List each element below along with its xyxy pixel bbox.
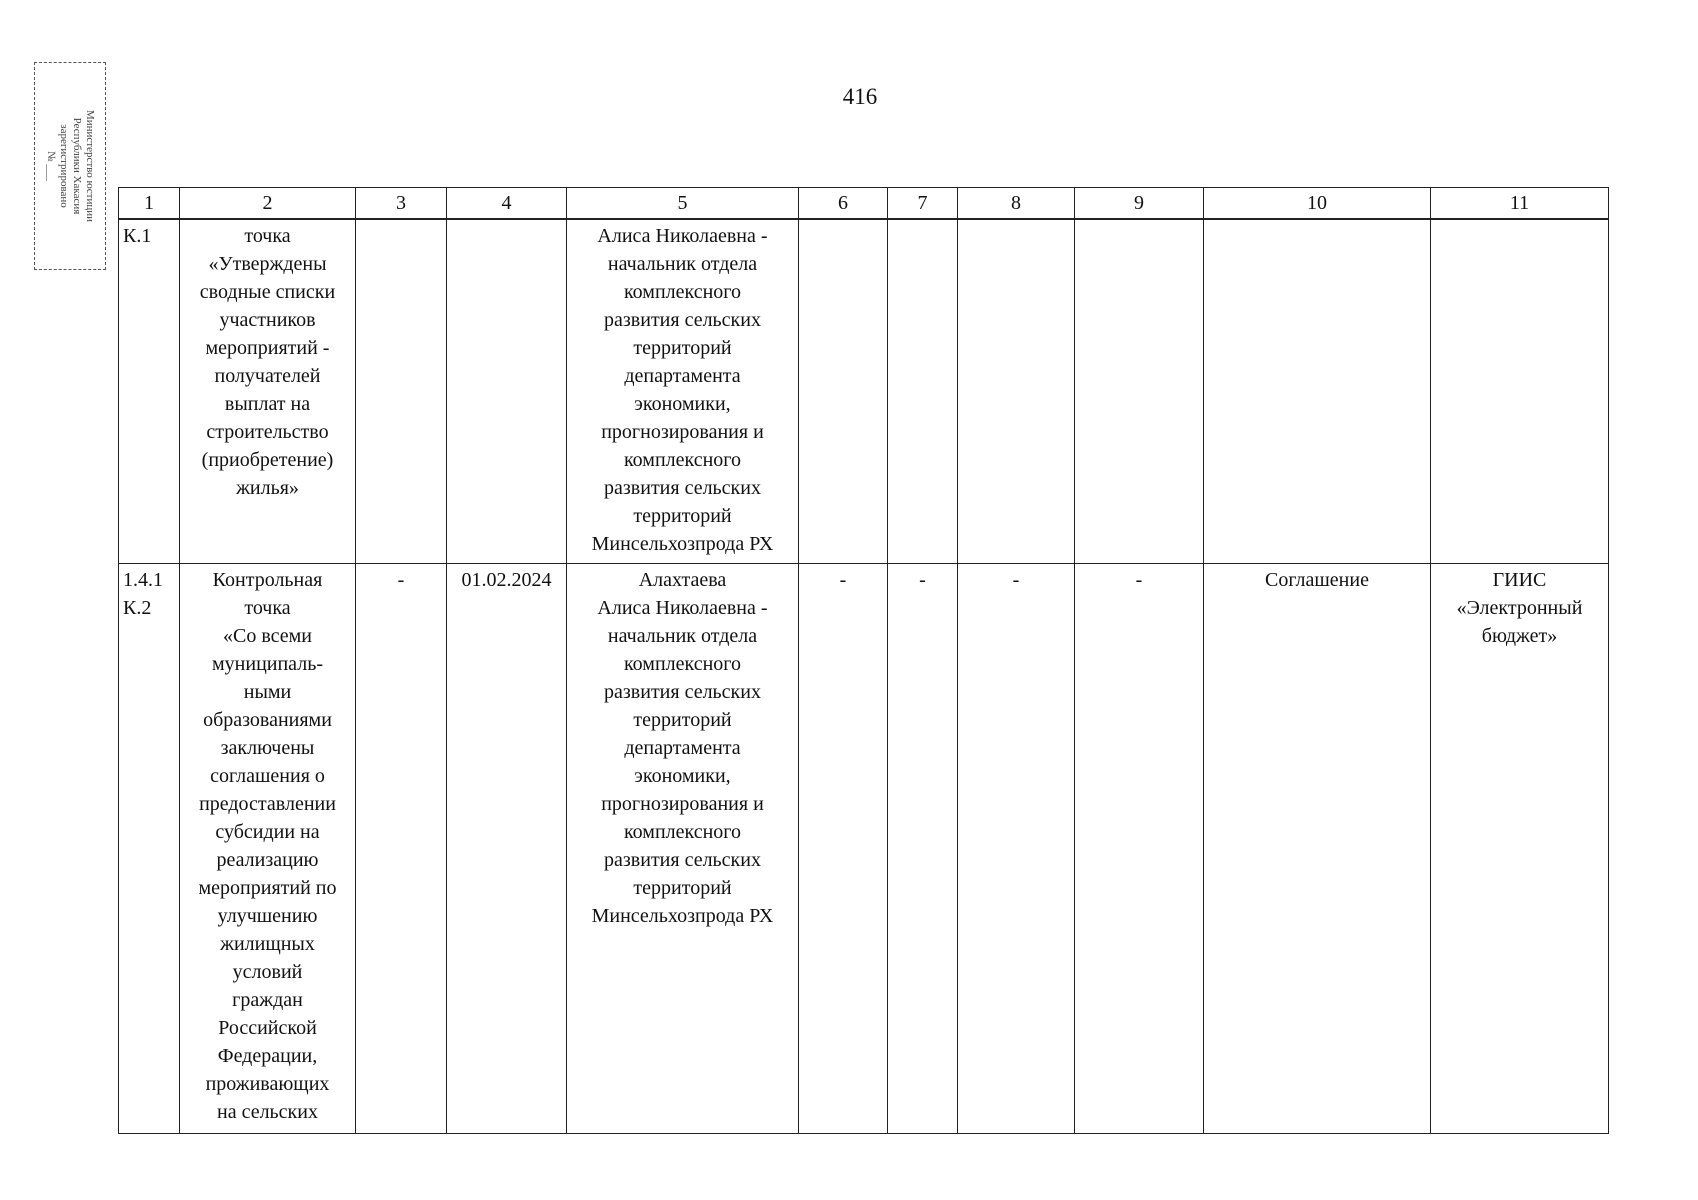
table-cell: - [799, 563, 888, 1133]
page-number: 416 [842, 84, 878, 109]
information-system-cell: ГИИС «Электронный бюджет» [1431, 563, 1609, 1133]
table-cell: - [958, 563, 1075, 1133]
column-header: 8 [958, 188, 1075, 220]
responsible-cell: Алахтаева Алиса Николаевна - начальник отдела комплексного развития сельских территорий департамента экономики, прогнозирования и комплексного развития сельских территорий Минсельхозпрода РХ [567, 563, 799, 1133]
table-cell: - [1075, 563, 1204, 1133]
table-cell [356, 219, 447, 563]
table-cell: - [356, 563, 447, 1133]
event-name-cell: точка «Утверждены сводные списки участников мероприятий - получателей выплат на строительство (приобретение) жилья» [180, 219, 356, 563]
column-header: 9 [1075, 188, 1204, 220]
column-header: 2 [180, 188, 356, 220]
table-row [119, 219, 1609, 563]
stamp-line: № ___ [45, 151, 57, 181]
document-type-cell [1204, 219, 1431, 563]
column-header: 1 [119, 188, 180, 220]
table-cell [799, 219, 888, 563]
schedule-table [118, 187, 1609, 1134]
registration-stamp [34, 62, 106, 270]
column-header: 7 [888, 188, 958, 220]
table-cell [958, 219, 1075, 563]
stamp-line: Министерство юстиции [84, 109, 96, 223]
stamp-line: зарегистрировано [58, 124, 70, 208]
event-name-cell: Контрольная точка «Со всеми муниципаль- ными образованиями заключены соглашения о предоставлении субсидии на реализацию мероприятий по улучшению жилищных условий граждан Российской Федерации, проживающих на сельских [180, 563, 356, 1133]
date-cell [447, 219, 567, 563]
row-number-cell: К.1 [119, 219, 180, 563]
information-system-cell [1431, 219, 1609, 563]
column-header: 6 [799, 188, 888, 220]
table-row [119, 563, 1609, 1133]
table-cell: - [888, 563, 958, 1133]
stamp-line: Республики Хакасия [71, 117, 83, 215]
column-header: 4 [447, 188, 567, 220]
column-header: 5 [567, 188, 799, 220]
table-header-row [119, 188, 1609, 220]
row-number-cell: 1.4.1 К.2 [119, 563, 180, 1133]
table-cell [1075, 219, 1204, 563]
column-header: 11 [1431, 188, 1609, 220]
responsible-cell: Алиса Николаевна - начальник отдела комплексного развития сельских территорий департамента экономики, прогнозирования и комплексного развития сельских территорий Минсельхозпрода РХ [567, 219, 799, 563]
date-cell: 01.02.2024 [447, 563, 567, 1133]
table-cell [888, 219, 958, 563]
document-type-cell: Соглашение [1204, 563, 1431, 1133]
column-header: 10 [1204, 188, 1431, 220]
column-header: 3 [356, 188, 447, 220]
